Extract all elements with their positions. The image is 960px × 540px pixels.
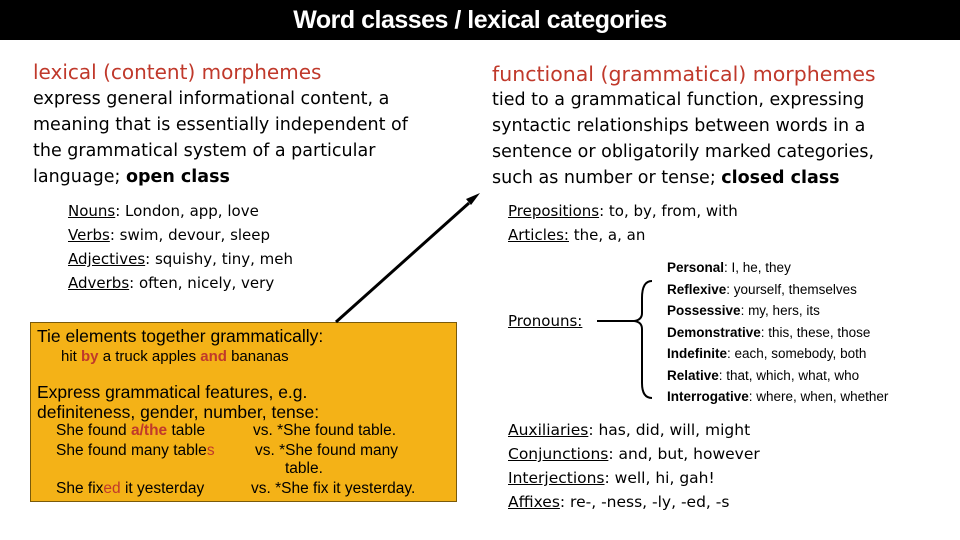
functional-heading: functional (grammatical) morphemes (492, 62, 876, 86)
lexical-examples (68, 199, 293, 295)
example-contrast: table. (285, 460, 323, 477)
example-contrast: vs. *She found table. (253, 422, 397, 439)
list-item: Adverbs: often, nicely, very (68, 274, 275, 292)
desc-line: language; open class (33, 167, 230, 187)
desc-line: tied to a grammatical function, expressing (492, 90, 865, 110)
express-heading-1: Express grammatical features, e.g. (37, 382, 308, 402)
tie-heading: Tie elements together grammatically: (37, 326, 324, 346)
lexical-heading: lexical (content) morphemes (33, 60, 322, 84)
desc-line: express general informational content, a (33, 89, 390, 109)
functional-description (492, 87, 942, 191)
desc-line: syntactic relationships between words in a (492, 116, 866, 136)
functional-examples-bottom (508, 418, 760, 514)
list-item: Conjunctions: and, but, however (508, 445, 760, 463)
example-line: She found a/the table (56, 422, 206, 439)
example-contrast: vs. *She fix it yesterday. (251, 480, 416, 497)
arrow-line (336, 203, 469, 322)
list-item: Prepositions: to, by, from, with (508, 202, 738, 220)
list-item: Verbs: swim, devour, sleep (68, 226, 271, 244)
example-contrast: vs. *She found many (255, 442, 399, 459)
function-examples-box (30, 322, 457, 502)
slide-title: Word classes / lexical categories (293, 6, 667, 34)
list-item: Personal: I, he, they (667, 260, 791, 275)
desc-line: such as number or tense; closed class (492, 168, 840, 188)
list-item: Indefinite: each, somebody, both (667, 346, 867, 361)
list-item: Adjectives: squishy, tiny, meh (68, 250, 294, 268)
desc-line: the grammatical system of a particular (33, 141, 376, 161)
list-item: Demonstrative: this, these, those (667, 324, 871, 340)
express-heading-2: definiteness, gender, number, tense: (37, 402, 320, 422)
example-line: She found many tables (56, 442, 215, 459)
arrowhead-icon (466, 193, 480, 205)
list-item: Articles: the, a, an (508, 226, 646, 244)
brace-icon (634, 281, 652, 398)
tie-example: hit by a truck apples and bananas (61, 348, 289, 365)
list-item: Interrogative: where, when, whether (667, 389, 889, 404)
example-line: She fixed it yesterday (56, 480, 205, 497)
closed-class-label: closed class (721, 168, 840, 188)
lexical-description (33, 86, 473, 190)
pronouns-label: Pronouns: (508, 312, 583, 330)
list-item: Auxiliaries: has, did, will, might (508, 421, 751, 439)
desc-line: meaning that is essentially independent of (33, 115, 408, 135)
open-class-label: open class (125, 167, 230, 187)
list-item: Nouns: London, app, love (68, 202, 259, 220)
list-item: Relative: that, which, what, who (667, 367, 860, 383)
functional-examples-top (508, 199, 738, 247)
list-item: Reflexive: yourself, themselves (667, 281, 857, 297)
desc-line: sentence or obligatorily marked categories, (492, 142, 875, 162)
pronoun-types (667, 257, 888, 408)
title-bar (0, 0, 960, 40)
list-item: Interjections: well, hi, gah! (508, 469, 715, 487)
list-item: Affixes: re-, -ness, -ly, -ed, -s (508, 493, 730, 511)
list-item: Possessive: my, hers, its (667, 303, 820, 318)
